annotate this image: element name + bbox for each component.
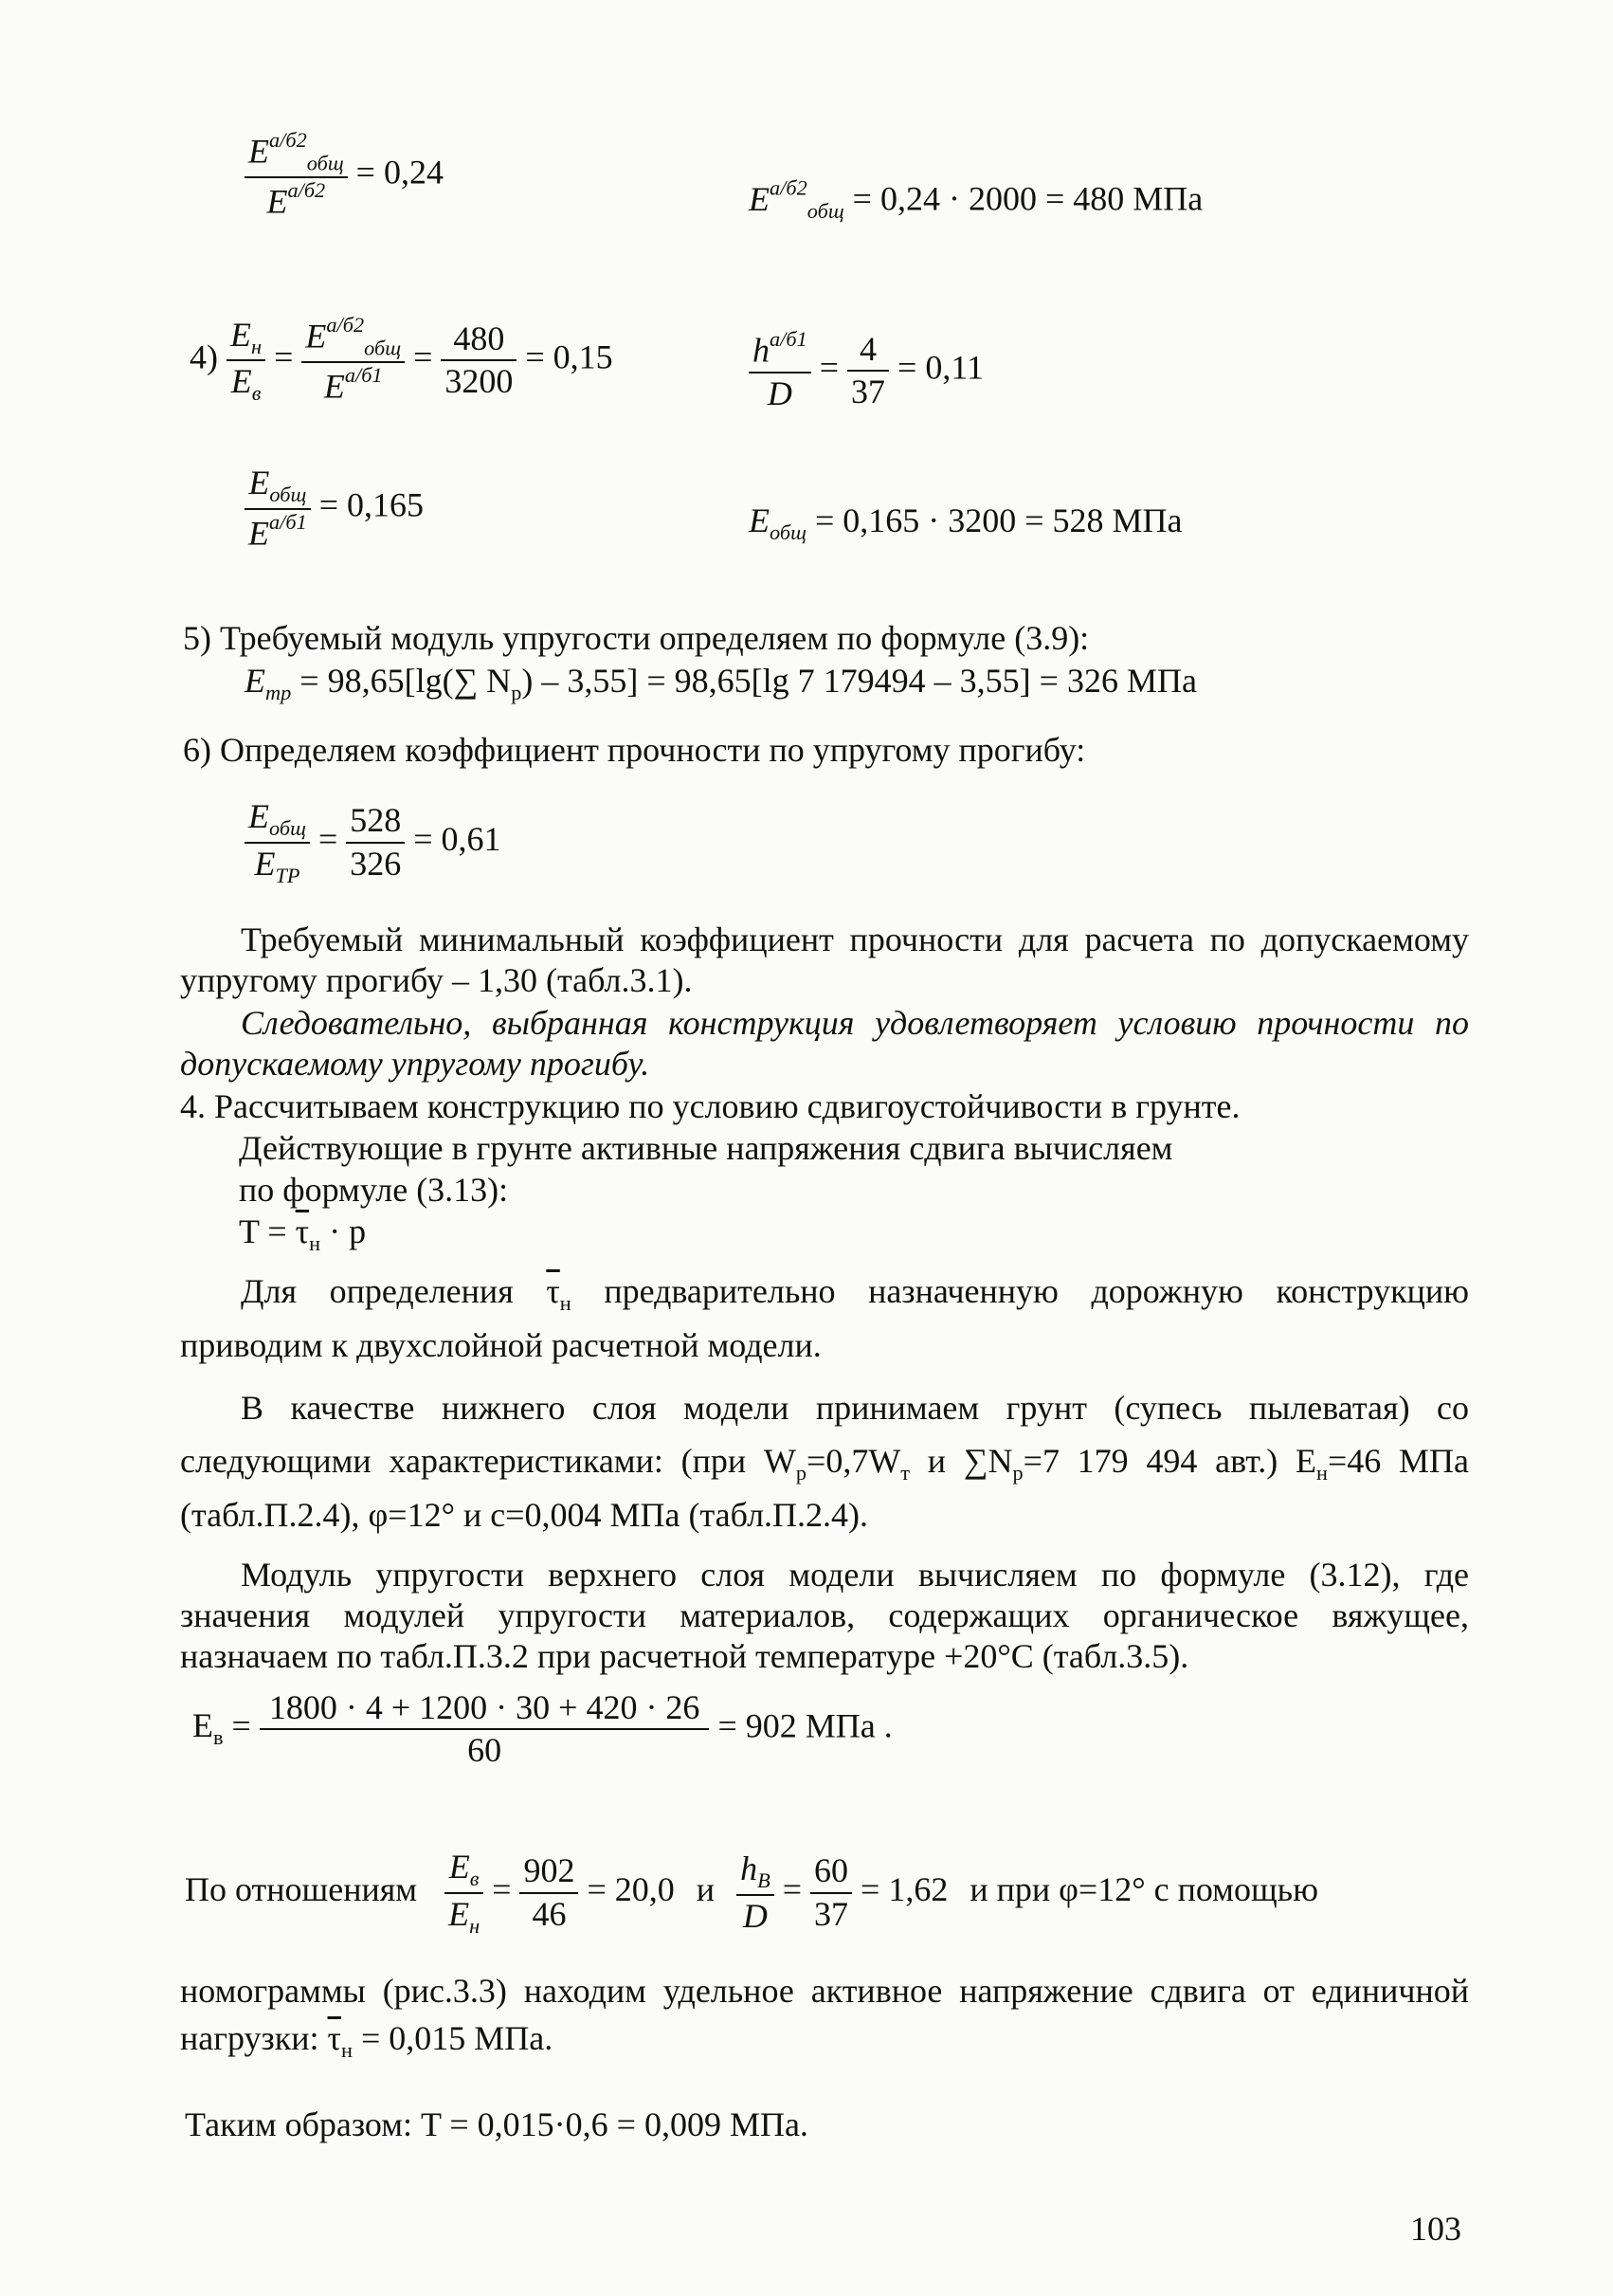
formula-ratio-024: $\frac{E^{а/б2}_{общ}}{E^{а/б2}}$ = 0,24 bbox=[245, 128, 444, 223]
result-line: Таким образом: T = 0,015·0,6 = 0,009 МПа. bbox=[185, 2105, 808, 2143]
formula-t: $T = \overline{\tau}_н \cdot p$ bbox=[239, 1212, 367, 1255]
formula-eobsh-480: $E^{а/б2}_{общ} = 0,24 \cdot 2000 = 480$ МПа bbox=[749, 175, 1204, 223]
paragraph-conclusion: Следовательно, выбранная конструкция удовлетворяет условию прочности по допускаемому упругому прогибу. bbox=[180, 1004, 1469, 1084]
formula-eobsh-528: $E_{общ} = 0,165 \cdot 3200 = 528$ МПа bbox=[749, 501, 1183, 544]
paragraph-nomogram: номограммы (рис.3.3) находим удельное активное напряжение сдвига от единичной нагрузки: $\overline{\tau}_н = 0,015$ МПа. bbox=[180, 1972, 1469, 2063]
paragraph-tau-definition: Для определения $\overline{\tau}_н$ предварительно назначенную дорожную конструкцию приводим к двухслойной расчетной модели. bbox=[180, 1272, 1469, 1365]
formula-ratio-0165: $\frac{E_{общ}}{E^{а/б1}}$ = 0,165 bbox=[245, 463, 424, 554]
step4-heading: 4. Рассчитываем конструкцию по условию сдвигоустойчивости в грунте. bbox=[180, 1087, 1241, 1125]
paragraph-min-coefficient: Требуемый минимальный коэффициент прочности для расчета по допускаемому упругому прогибу – 1,30 (табл.3.1). bbox=[180, 920, 1469, 1000]
step4-line3: по формуле (3.13): bbox=[239, 1171, 509, 1209]
formula-step4-ratio: 4) $\frac{E_н}{E_в}$ = $\frac{E^{а/б2}_{общ}}{E^{а/б1}}$ = $\frac{480}{3200}$ = 0,15 bbox=[190, 313, 613, 408]
paragraph-lower-layer: В качестве нижнего слоя модели принимаем грунт (супесь пылеватая) со следующими характеристиками: (при $W_р=0,7W_т$ и $\sum N_р=7$ 179 494 авт.) $E_н=46$ МПа (табл.П.2.4), φ=12° и с=0,004 МПа (табл.П.2.4). bbox=[180, 1389, 1470, 1535]
step4-line2: Действующие в грунте активные напряжения сдвига вычисляем bbox=[239, 1129, 1173, 1167]
paragraph-upper-layer: Модуль упругости верхнего слоя модели вычисляем по формуле (3.12), где значения модулей упругости материалов, содержащих органическое вяжущее, назначаем по табл.П.3.2 при расчетной температуре +20°С (табл.3.5). bbox=[180, 1556, 1469, 1676]
step6-text: 6) Определяем коэффициент прочности по упругому прогибу: bbox=[183, 731, 1086, 769]
step5-text: 5) Требуемый модуль упругости определяем по формуле (3.9): bbox=[183, 619, 1090, 657]
formula-etr: $E_{тр} = 98,65[\lg(\sum$ $N_р) - 3,55] = 98,65[\lg$ 7 179494 – 3,55] = 326 МПа bbox=[245, 662, 1197, 704]
formula-ratios-line: По отношениям $\frac{E_в}{E_н}$ = $\frac{902}{46}$ = 20,0 и $\frac{h_В}{D}$ = $\frac{60}{37}$ = 1,62 и при φ=12° с помощью bbox=[185, 1848, 1318, 1938]
page-number: 103 bbox=[1410, 2210, 1461, 2248]
formula-h-over-d: $\frac{h^{а/б1}}{D}$ = $\frac{4}{37}$ = 0,11 bbox=[749, 327, 984, 414]
formula-ratio-061: $\frac{E_{общ}}{E_{ТР}}$ = $\frac{528}{326}$ = 0,61 bbox=[245, 796, 501, 888]
formula-ev-902: $E_в$ = $\frac{1800 \cdot 4 + 1200 \cdot 30 + 420 \cdot 26}{60}$ = 902 МПа . bbox=[192, 1687, 893, 1771]
